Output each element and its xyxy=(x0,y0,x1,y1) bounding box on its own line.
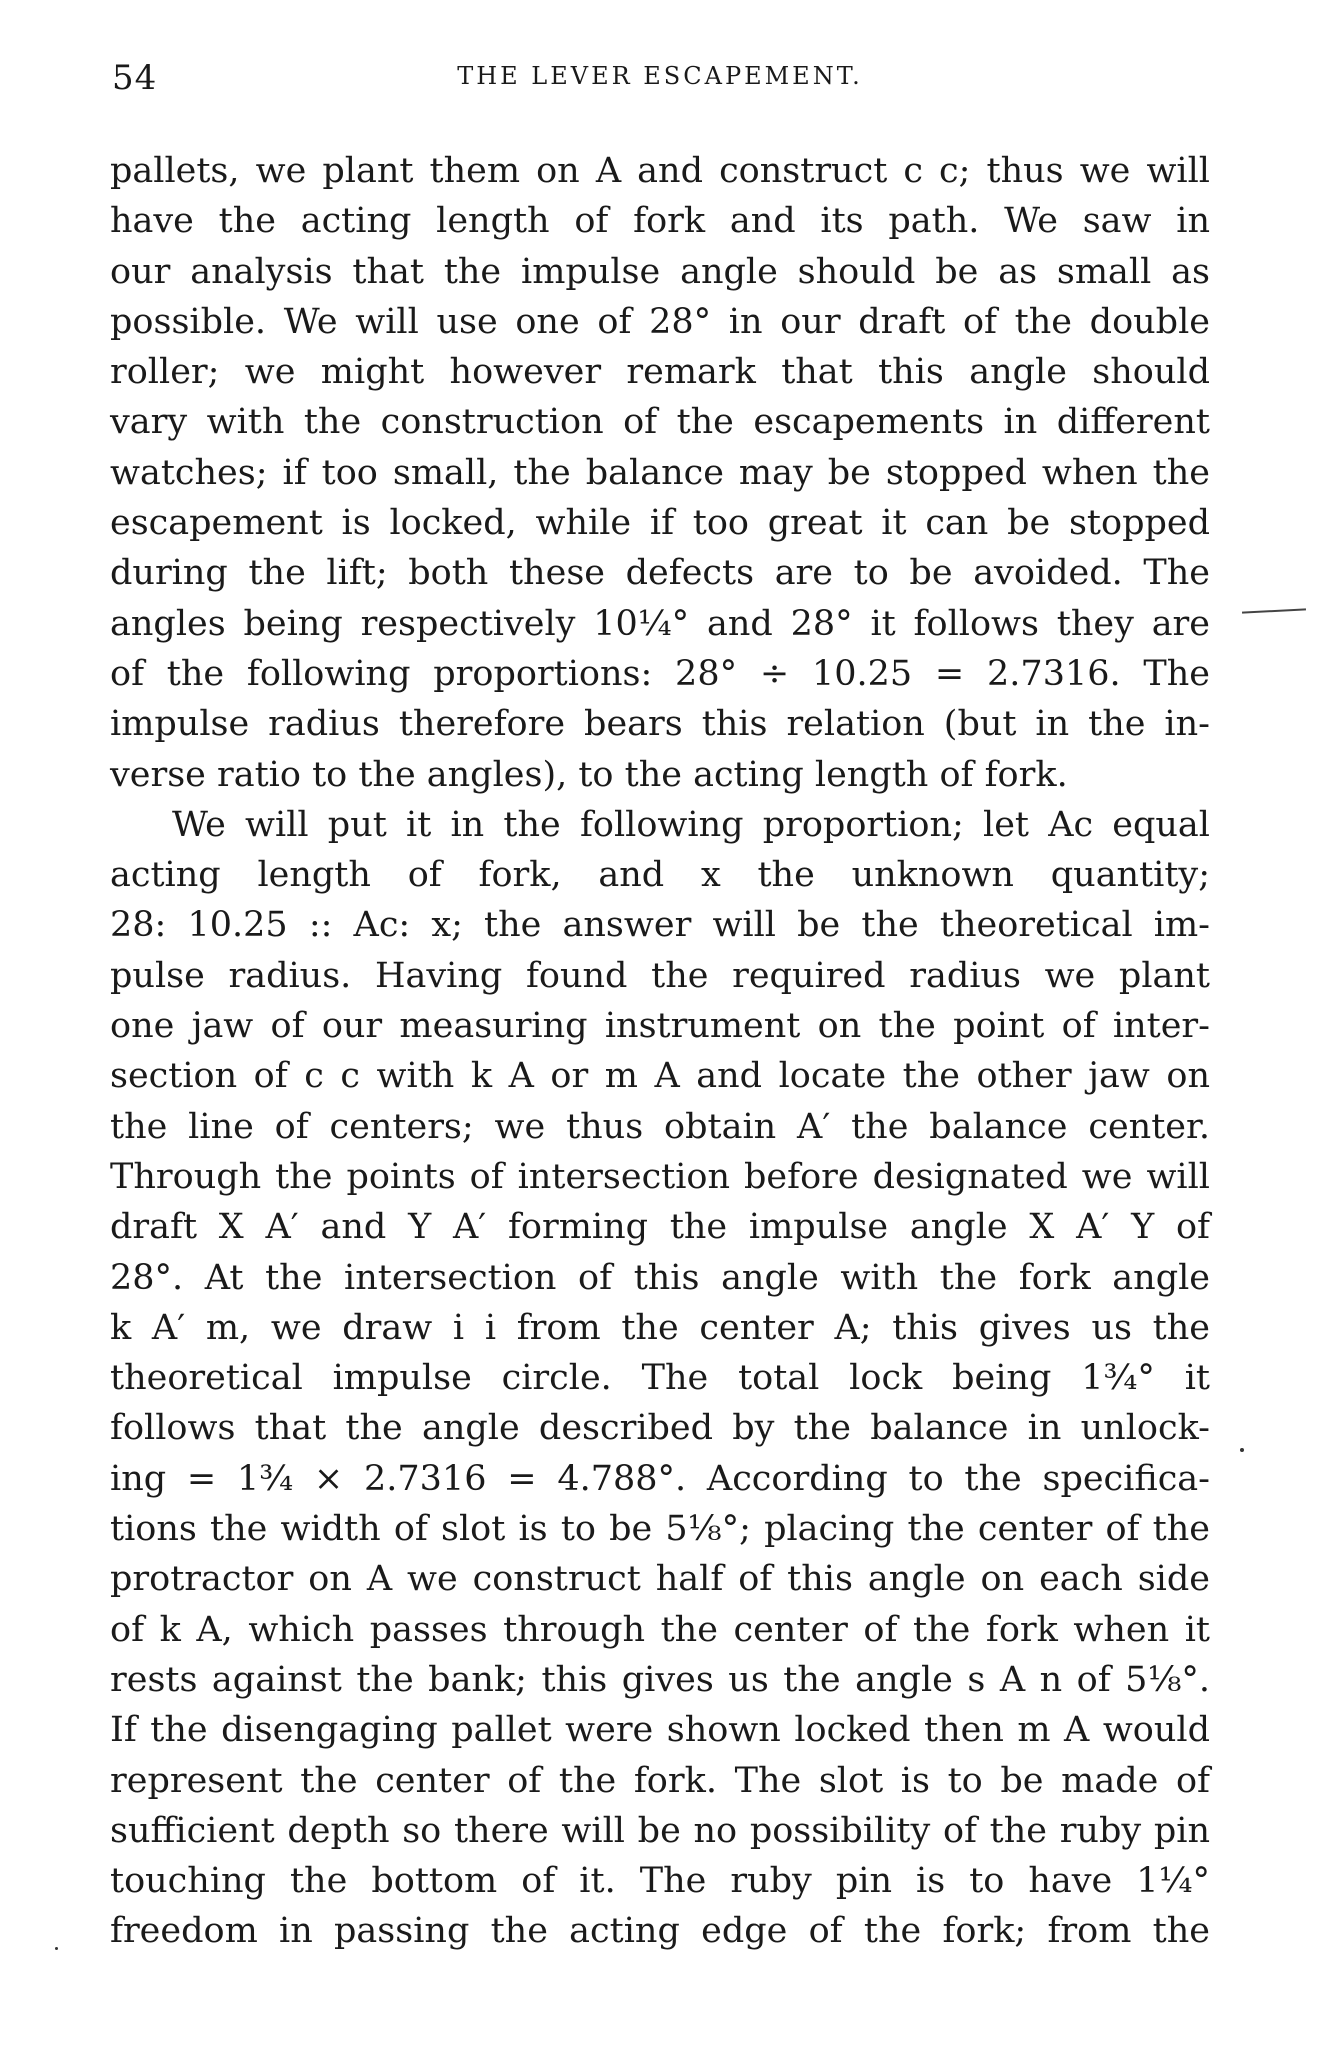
text-line: theoretical impulse circle. The total lock being 1¾° it xyxy=(110,1358,1210,1399)
text-line: sufficient depth so there will be no possibility of the ruby pin xyxy=(110,1810,1210,1851)
text-line: of the following proportions: 28° ÷ 10.25 = 2.7316. The xyxy=(110,653,1210,694)
text-line: tions the width of slot is to be 5⅛°; placing the center of the xyxy=(110,1509,1210,1550)
text-line: protractor on A we construct half of this angle on each side xyxy=(110,1559,1210,1600)
text-line: our analysis that the impulse angle should be as small as xyxy=(110,251,1210,292)
text-line: of k A, which passes through the center of the fork when it xyxy=(110,1609,1210,1650)
text-line: represent the center of the fork. The slot is to be made of xyxy=(110,1760,1210,1801)
text-line: freedom in passing the acting edge of the fork; from the xyxy=(110,1911,1210,1952)
text-line: section of c c with k A or m A and locate the other jaw on xyxy=(110,1056,1210,1097)
text-line: one jaw of our measuring instrument on the point of inter- xyxy=(110,1006,1210,1047)
text-line: angles being respectively 10¼° and 28° it follows they are xyxy=(110,603,1210,644)
text-line: pallets, we plant them on A and construct c c; thus we will xyxy=(110,151,1210,191)
text-line: pulse radius. Having found the required radius we plant xyxy=(110,955,1210,996)
running-head: THE LEVER ESCAPEMENT. xyxy=(457,62,863,90)
ink-speck xyxy=(55,1947,58,1950)
text-line: ing = 1¾ × 2.7316 = 4.788°. According to the specifica- xyxy=(110,1458,1210,1499)
body-text xyxy=(110,146,1210,1957)
text-line: Through the points of intersection before designated we will xyxy=(110,1156,1210,1197)
text-line: impulse radius therefore bears this relation (but in the in- xyxy=(110,704,1210,745)
text-line: during the lift; both these defects are to be avoided. The xyxy=(110,553,1210,594)
text-line: escapement is locked, while if too great it can be stopped xyxy=(110,503,1210,544)
text-line: roller; we might however remark that this angle should xyxy=(110,352,1210,393)
text-line: acting length of fork, and x the unknown quantity; xyxy=(110,855,1210,896)
text-line: rests against the bank; this gives us the angle s A n of 5⅛°. xyxy=(110,1659,1210,1700)
text-line: have the acting length of fork and its path. We saw in xyxy=(110,201,1210,242)
text-line: follows that the angle described by the balance in unlock- xyxy=(110,1408,1210,1449)
text-line: watches; if too small, the balance may be stopped when the xyxy=(110,452,1210,493)
text-line: vary with the construction of the escapements in different xyxy=(110,402,1210,443)
ink-speck xyxy=(1240,1448,1244,1452)
text-line: 28°. At the intersection of this angle with the fork angle xyxy=(110,1257,1210,1298)
text-line: 28: 10.25 :: Ac: x; the answer will be the theoretical im- xyxy=(110,905,1210,946)
text-line: We will put it in the following proportion; let Ac equal xyxy=(172,804,1210,845)
text-line: draft X A′ and Y A′ forming the impulse angle X A′ Y of xyxy=(110,1207,1210,1248)
text-line: the line of centers; we thus obtain A′ the balance center. xyxy=(110,1106,1210,1147)
text-line: touching the bottom of it. The ruby pin is to have 1¼° xyxy=(110,1861,1210,1902)
text-line: k A′ m, we draw i i from the center A; this gives us the xyxy=(110,1307,1210,1348)
text-line: verse ratio to the angles), to the acting length of fork. xyxy=(110,754,1068,795)
text-line: possible. We will use one of 28° in our draft of the double xyxy=(110,301,1210,342)
page-number: 54 xyxy=(112,58,158,98)
text-line: If the disengaging pallet were shown locked then m A would xyxy=(110,1710,1210,1751)
margin-mark xyxy=(1242,608,1306,613)
